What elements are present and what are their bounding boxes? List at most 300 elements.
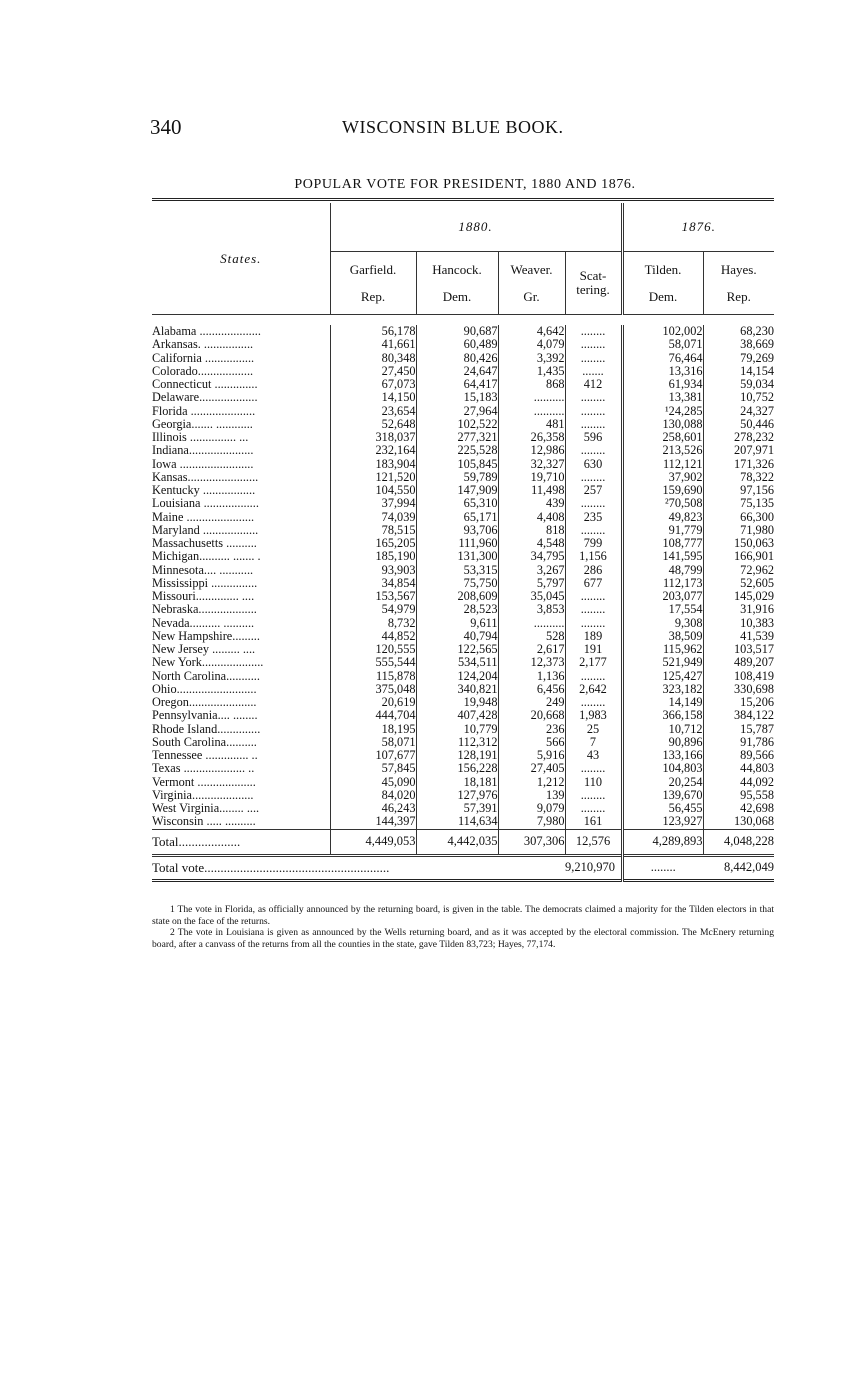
- vote-cell: 596: [565, 431, 622, 444]
- vote-cell: 122,565: [416, 643, 498, 656]
- table-row: [152, 564, 774, 577]
- state-name: Iowa ........................: [152, 457, 254, 471]
- state-name: North Carolina...........: [152, 669, 260, 683]
- vote-cell: 2,177: [565, 656, 622, 669]
- vote-cell: 68,230: [703, 325, 774, 338]
- state-name: Mississippi ...............: [152, 576, 258, 590]
- vote-cell: 37,902: [622, 471, 703, 484]
- vote-cell: 139,670: [622, 789, 703, 802]
- vote-table: [152, 198, 774, 884]
- table-row: [152, 630, 774, 643]
- vote-cell: 141,595: [622, 550, 703, 563]
- vote-cell: ........: [565, 670, 622, 683]
- vote-cell: 59,789: [416, 471, 498, 484]
- vote-cell: 102,002: [622, 325, 703, 338]
- vote-cell: 20,668: [498, 709, 565, 722]
- vote-cell: 166,901: [703, 550, 774, 563]
- table-row: [152, 815, 774, 829]
- state-name: Kansas.......................: [152, 470, 259, 484]
- state-name: Nevada.......... ..........: [152, 616, 255, 630]
- vote-cell: 13,381: [622, 391, 703, 404]
- vote-cell: 27,405: [498, 762, 565, 775]
- vote-cell: 1,212: [498, 776, 565, 789]
- vote-cell: 868: [498, 378, 565, 391]
- year-1880-header: 1880.: [330, 203, 622, 252]
- vote-cell: 412: [565, 378, 622, 391]
- vote-cell: ........: [565, 391, 622, 404]
- total-cell: 12,576: [565, 829, 622, 855]
- vote-cell: 41,661: [330, 338, 416, 351]
- vote-cell: 65,310: [416, 497, 498, 510]
- vote-cell: 566: [498, 736, 565, 749]
- vote-cell: 133,166: [622, 749, 703, 762]
- vote-cell: 818: [498, 524, 565, 537]
- state-name: New York....................: [152, 656, 264, 670]
- vote-cell: 15,183: [416, 391, 498, 404]
- vote-cell: 439: [498, 497, 565, 510]
- vote-cell: 40,794: [416, 630, 498, 643]
- vote-cell: 72,962: [703, 564, 774, 577]
- vote-cell: 78,322: [703, 471, 774, 484]
- total-cell: 307,306: [498, 829, 565, 855]
- vote-cell: 10,779: [416, 723, 498, 736]
- vote-cell: 5,916: [498, 749, 565, 762]
- vote-cell: 534,511: [416, 656, 498, 669]
- vote-cell: 120,555: [330, 643, 416, 656]
- page-header: [150, 115, 780, 145]
- vote-cell: 213,526: [622, 444, 703, 457]
- vote-cell: 249: [498, 696, 565, 709]
- vote-cell: 61,934: [622, 378, 703, 391]
- vote-cell: 444,704: [330, 709, 416, 722]
- vote-cell: 75,135: [703, 497, 774, 510]
- vote-cell: 28,523: [416, 603, 498, 616]
- total-cell: 4,048,228: [703, 829, 774, 855]
- total-vote-1876: 8,442,049: [703, 855, 774, 880]
- vote-cell: 104,803: [622, 762, 703, 775]
- vote-cell: ..........: [498, 391, 565, 404]
- vote-cell: 44,852: [330, 630, 416, 643]
- vote-cell: 103,517: [703, 643, 774, 656]
- vote-cell: 48,799: [622, 564, 703, 577]
- vote-cell: 34,795: [498, 550, 565, 563]
- vote-cell: 191: [565, 643, 622, 656]
- table-row: [152, 590, 774, 603]
- vote-cell: 17,554: [622, 603, 703, 616]
- year-1876-header: 1876.: [622, 203, 774, 252]
- vote-cell: 286: [565, 564, 622, 577]
- vote-cell: 107,677: [330, 749, 416, 762]
- footnotes: [152, 904, 774, 950]
- total-cell: 4,442,035: [416, 829, 498, 855]
- vote-cell: 130,068: [703, 815, 774, 829]
- vote-cell: 54,979: [330, 603, 416, 616]
- vote-cell: 481: [498, 418, 565, 431]
- state-name: Vermont ...................: [152, 775, 256, 789]
- vote-cell: 9,079: [498, 802, 565, 815]
- table-row: [152, 405, 774, 418]
- vote-cell: 23,654: [330, 405, 416, 418]
- year-header-row: [152, 203, 774, 252]
- vote-cell: 235: [565, 511, 622, 524]
- footnote: 1 The vote in Florida, as officially announced by the returning board, is given in the table. The democrats claimed a majority for the Tilden electors in that state on the face of the returns.: [152, 904, 774, 927]
- vote-cell: 528: [498, 630, 565, 643]
- vote-cell: 27,964: [416, 405, 498, 418]
- state-name: Louisiana ..................: [152, 497, 259, 511]
- column-header: Garfield. Rep.: [330, 252, 416, 315]
- vote-cell: 6,456: [498, 683, 565, 696]
- vote-cell: 95,558: [703, 789, 774, 802]
- vote-cell: 58,071: [330, 736, 416, 749]
- vote-cell: 15,787: [703, 723, 774, 736]
- table-row: [152, 352, 774, 365]
- vote-cell: 76,464: [622, 352, 703, 365]
- vote-cell: 225,528: [416, 444, 498, 457]
- vote-cell: 147,909: [416, 484, 498, 497]
- vote-cell: .......: [565, 365, 622, 378]
- vote-cell: 74,039: [330, 511, 416, 524]
- vote-cell: ........: [565, 802, 622, 815]
- vote-cell: 630: [565, 458, 622, 471]
- state-name: Pennsylvania.... ........: [152, 709, 258, 723]
- vote-cell: ..........: [498, 405, 565, 418]
- state-name: Colorado..................: [152, 364, 254, 378]
- state-name: Oregon......................: [152, 696, 257, 710]
- vote-cell: 44,092: [703, 776, 774, 789]
- table-row: [152, 391, 774, 404]
- vote-cell: ........: [565, 471, 622, 484]
- total-vote-1880: 9,210,970: [565, 855, 622, 880]
- state-name: Tennessee .............. ..: [152, 749, 258, 763]
- vote-cell: 111,960: [416, 537, 498, 550]
- vote-cell: 58,071: [622, 338, 703, 351]
- state-name: Virginia....................: [152, 788, 254, 802]
- vote-cell: 5,797: [498, 577, 565, 590]
- vote-cell: 208,609: [416, 590, 498, 603]
- vote-cell: 161: [565, 815, 622, 829]
- vote-cell: 14,150: [330, 391, 416, 404]
- total-cell: 4,449,053: [330, 829, 416, 855]
- vote-cell: 11,498: [498, 484, 565, 497]
- vote-cell: 330,698: [703, 683, 774, 696]
- table-row: [152, 524, 774, 537]
- vote-cell: 50,446: [703, 418, 774, 431]
- table-row: [152, 709, 774, 722]
- vote-cell: 1,983: [565, 709, 622, 722]
- vote-cell: 41,539: [703, 630, 774, 643]
- vote-cell: 183,904: [330, 458, 416, 471]
- total-vote-label: Total vote.........................................................: [152, 855, 565, 880]
- vote-cell: 102,522: [416, 418, 498, 431]
- vote-cell: 64,417: [416, 378, 498, 391]
- vote-cell: 4,642: [498, 325, 565, 338]
- vote-cell: 1,156: [565, 550, 622, 563]
- state-name: Wisconsin ..... ..........: [152, 815, 256, 829]
- vote-cell: 78,515: [330, 524, 416, 537]
- vote-cell: 27,450: [330, 365, 416, 378]
- vote-cell: 3,267: [498, 564, 565, 577]
- vote-cell: ........: [565, 444, 622, 457]
- state-name: New Jersey ......... ....: [152, 643, 256, 657]
- vote-cell: ........: [565, 338, 622, 351]
- table-row: [152, 537, 774, 550]
- vote-cell: 2,642: [565, 683, 622, 696]
- vote-cell: 115,878: [330, 670, 416, 683]
- vote-cell: 407,428: [416, 709, 498, 722]
- vote-cell: 384,122: [703, 709, 774, 722]
- vote-cell: ........: [565, 524, 622, 537]
- state-name: Nebraska...................: [152, 603, 257, 617]
- vote-cell: 19,948: [416, 696, 498, 709]
- vote-cell: 20,619: [330, 696, 416, 709]
- table-row: [152, 723, 774, 736]
- total-label: Total...................: [152, 829, 330, 855]
- vote-cell: 19,710: [498, 471, 565, 484]
- table-row: [152, 670, 774, 683]
- vote-cell: 277,321: [416, 431, 498, 444]
- vote-cell: 278,232: [703, 431, 774, 444]
- state-name: Minnesota.... ...........: [152, 563, 254, 577]
- vote-cell: 89,566: [703, 749, 774, 762]
- vote-cell: 489,207: [703, 656, 774, 669]
- vote-cell: 185,190: [330, 550, 416, 563]
- state-name: Rhode Island..............: [152, 722, 261, 736]
- state-name: Arkansas. ................: [152, 338, 254, 352]
- vote-cell: 20,254: [622, 776, 703, 789]
- state-name: Georgia....... ............: [152, 417, 253, 431]
- vote-cell: 91,786: [703, 736, 774, 749]
- vote-cell: 131,300: [416, 550, 498, 563]
- vote-cell: 90,896: [622, 736, 703, 749]
- vote-cell: 4,408: [498, 511, 565, 524]
- vote-cell: 31,916: [703, 603, 774, 616]
- vote-cell: 93,903: [330, 564, 416, 577]
- table-row: [152, 458, 774, 471]
- column-header: Hayes. Rep.: [703, 252, 774, 315]
- table-row: [152, 444, 774, 457]
- vote-cell: 18,195: [330, 723, 416, 736]
- vote-cell: 12,986: [498, 444, 565, 457]
- header-rule: [152, 315, 774, 326]
- vote-cell: 38,669: [703, 338, 774, 351]
- vote-cell: 124,204: [416, 670, 498, 683]
- vote-cell: 75,750: [416, 577, 498, 590]
- table-row: [152, 378, 774, 391]
- vote-cell: 128,191: [416, 749, 498, 762]
- vote-cell: 7: [565, 736, 622, 749]
- vote-cell: 26,358: [498, 431, 565, 444]
- table-row: [152, 325, 774, 338]
- vote-cell: 24,327: [703, 405, 774, 418]
- vote-cell: ........: [565, 789, 622, 802]
- state-name: South Carolina..........: [152, 735, 257, 749]
- vote-cell: 45,090: [330, 776, 416, 789]
- state-name: Florida .....................: [152, 404, 256, 418]
- table-title: POPULAR VOTE FOR PRESIDENT, 1880 AND 1876.: [294, 177, 636, 192]
- vote-cell: 114,634: [416, 815, 498, 829]
- vote-cell: ........: [565, 418, 622, 431]
- total-row: [152, 829, 774, 855]
- vote-cell: 127,976: [416, 789, 498, 802]
- state-name: Massachusetts ..........: [152, 537, 257, 551]
- vote-cell: 108,419: [703, 670, 774, 683]
- vote-cell: 7,980: [498, 815, 565, 829]
- column-header: Scat-tering.: [565, 252, 622, 315]
- vote-cell: 105,845: [416, 458, 498, 471]
- vote-cell: 203,077: [622, 590, 703, 603]
- vote-cell: 35,045: [498, 590, 565, 603]
- state-name: Maryland ..................: [152, 523, 259, 537]
- state-name: Kentucky .................: [152, 484, 256, 498]
- table-row: [152, 511, 774, 524]
- table-row: [152, 365, 774, 378]
- vote-cell: 49,823: [622, 511, 703, 524]
- vote-cell: 57,391: [416, 802, 498, 815]
- vote-cell: 112,121: [622, 458, 703, 471]
- total-vote-filler: ........: [622, 855, 703, 880]
- vote-cell: 59,034: [703, 378, 774, 391]
- vote-cell: 24,647: [416, 365, 498, 378]
- state-name: Maine ......................: [152, 510, 255, 524]
- vote-cell: ¹24,285: [622, 405, 703, 418]
- vote-cell: 139: [498, 789, 565, 802]
- vote-cell: 14,154: [703, 365, 774, 378]
- vote-cell: 112,173: [622, 577, 703, 590]
- vote-cell: 44,803: [703, 762, 774, 775]
- vote-cell: ........: [565, 590, 622, 603]
- vote-cell: ........: [565, 405, 622, 418]
- table-row: [152, 802, 774, 815]
- vote-cell: 10,383: [703, 617, 774, 630]
- state-name: New Hampshire.........: [152, 629, 260, 643]
- state-name: Connecticut ..............: [152, 378, 258, 392]
- table-row: [152, 431, 774, 444]
- vote-cell: 57,845: [330, 762, 416, 775]
- vote-cell: 125,427: [622, 670, 703, 683]
- state-name: Alabama ....................: [152, 325, 261, 339]
- vote-cell: 38,509: [622, 630, 703, 643]
- vote-cell: 366,158: [622, 709, 703, 722]
- vote-cell: 258,601: [622, 431, 703, 444]
- table-row: [152, 776, 774, 789]
- running-head: WISCONSIN BLUE BOOK.: [342, 117, 564, 137]
- table-row: [152, 617, 774, 630]
- column-header: Weaver. Gr.: [498, 252, 565, 315]
- vote-cell: 9,611: [416, 617, 498, 630]
- table-row: [152, 338, 774, 351]
- vote-cell: 13,316: [622, 365, 703, 378]
- vote-cell: 14,149: [622, 696, 703, 709]
- vote-cell: 4,079: [498, 338, 565, 351]
- vote-cell: 318,037: [330, 431, 416, 444]
- state-name: West Virginia........ ....: [152, 802, 260, 816]
- vote-cell: 159,690: [622, 484, 703, 497]
- table-row: [152, 550, 774, 563]
- vote-cell: 79,269: [703, 352, 774, 365]
- footnote: 2 The vote in Louisiana is given as announced by the Wells returning board, and as it was accepted by the electoral commission. The McEnery returning board, after a canvass of the returns from all the counties in the state, gave Tilden 83,723; Hayes, 77,174.: [152, 927, 774, 950]
- states-header: States.: [152, 203, 330, 315]
- vote-cell: 104,550: [330, 484, 416, 497]
- table-row: [152, 484, 774, 497]
- table-row: [152, 643, 774, 656]
- total-cell: 4,289,893: [622, 829, 703, 855]
- vote-cell: 15,206: [703, 696, 774, 709]
- vote-cell: 2,617: [498, 643, 565, 656]
- vote-cell: 232,164: [330, 444, 416, 457]
- vote-cell: 32,327: [498, 458, 565, 471]
- vote-cell: 9,308: [622, 617, 703, 630]
- vote-cell: 12,373: [498, 656, 565, 669]
- table-row: [152, 762, 774, 775]
- vote-cell: 799: [565, 537, 622, 550]
- vote-cell: 97,156: [703, 484, 774, 497]
- state-name: Michigan.......... ....... .: [152, 550, 261, 564]
- vote-cell: ........: [565, 762, 622, 775]
- vote-cell: 46,243: [330, 802, 416, 815]
- vote-cell: 84,020: [330, 789, 416, 802]
- table-row: [152, 789, 774, 802]
- vote-cell: 52,605: [703, 577, 774, 590]
- vote-cell: ........: [565, 497, 622, 510]
- table-row: [152, 603, 774, 616]
- vote-cell: 4,548: [498, 537, 565, 550]
- vote-cell: 90,687: [416, 325, 498, 338]
- vote-cell: 207,971: [703, 444, 774, 457]
- vote-cell: 1,136: [498, 670, 565, 683]
- total-vote-row: [152, 855, 774, 880]
- vote-cell: 156,228: [416, 762, 498, 775]
- table-row: [152, 418, 774, 431]
- vote-cell: 165,205: [330, 537, 416, 550]
- state-name: Indiana.....................: [152, 444, 254, 458]
- vote-cell: 37,994: [330, 497, 416, 510]
- vote-cell: 677: [565, 577, 622, 590]
- table-row: [152, 656, 774, 669]
- vote-cell: 236: [498, 723, 565, 736]
- vote-cell: 375,048: [330, 683, 416, 696]
- vote-cell: 80,348: [330, 352, 416, 365]
- state-name: Missouri.............. ....: [152, 590, 255, 604]
- vote-cell: 56,178: [330, 325, 416, 338]
- vote-cell: 323,182: [622, 683, 703, 696]
- table-row: [152, 749, 774, 762]
- vote-cell: 171,326: [703, 458, 774, 471]
- vote-cell: 93,706: [416, 524, 498, 537]
- vote-cell: 130,088: [622, 418, 703, 431]
- vote-cell: 112,312: [416, 736, 498, 749]
- vote-cell: 91,779: [622, 524, 703, 537]
- vote-cell: 115,962: [622, 643, 703, 656]
- vote-cell: 153,567: [330, 590, 416, 603]
- state-name: Illinois ............... ...: [152, 431, 249, 445]
- vote-cell: 257: [565, 484, 622, 497]
- vote-cell: 340,821: [416, 683, 498, 696]
- vote-cell: ........: [565, 617, 622, 630]
- vote-cell: ........: [565, 352, 622, 365]
- vote-cell: ²70,508: [622, 497, 703, 510]
- vote-cell: 67,073: [330, 378, 416, 391]
- vote-cell: 145,029: [703, 590, 774, 603]
- vote-cell: 53,315: [416, 564, 498, 577]
- bottom-rule: [152, 880, 774, 884]
- vote-cell: 3,392: [498, 352, 565, 365]
- vote-cell: ........: [565, 603, 622, 616]
- vote-cell: 60,489: [416, 338, 498, 351]
- vote-cell: 42,698: [703, 802, 774, 815]
- vote-cell: 25: [565, 723, 622, 736]
- vote-cell: 1,435: [498, 365, 565, 378]
- vote-cell: ..........: [498, 617, 565, 630]
